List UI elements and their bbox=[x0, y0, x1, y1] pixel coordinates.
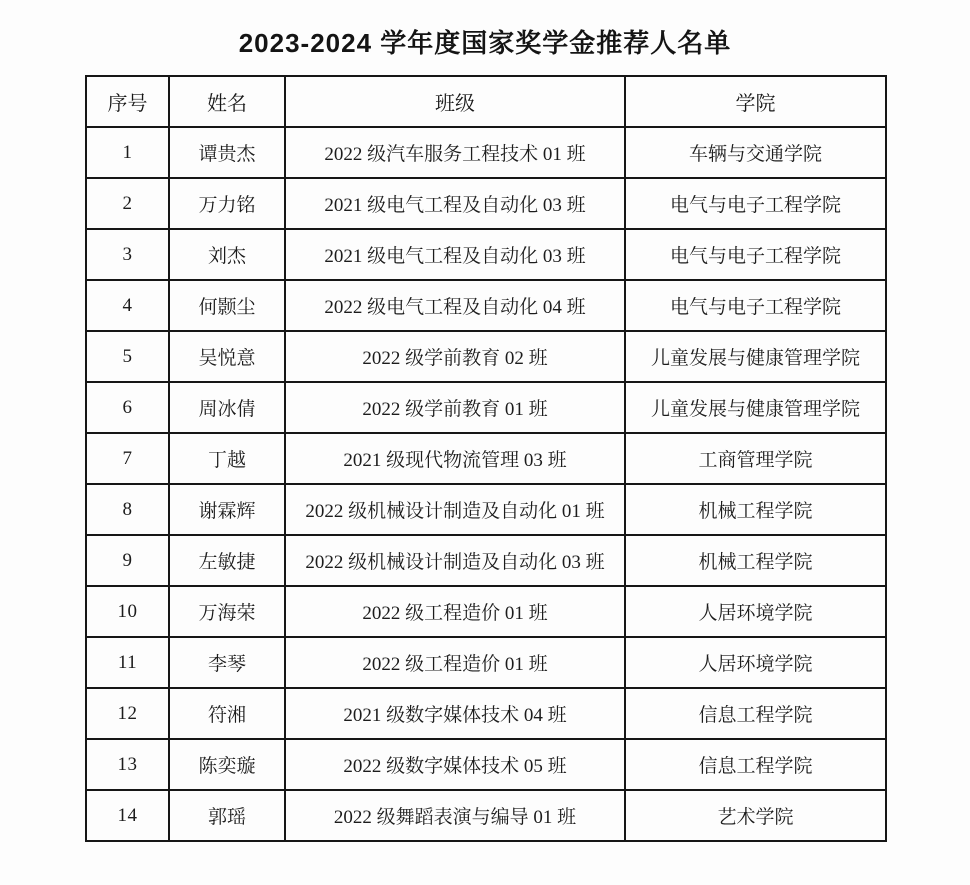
cell-no: 11 bbox=[86, 637, 169, 688]
cell-college: 电气与电子工程学院 bbox=[625, 280, 886, 331]
table-row bbox=[86, 127, 886, 178]
cell-class: 2021 级现代物流管理 03 班 bbox=[285, 433, 625, 484]
cell-no: 9 bbox=[86, 535, 169, 586]
cell-no: 5 bbox=[86, 331, 169, 382]
cell-no: 10 bbox=[86, 586, 169, 637]
table-row bbox=[86, 331, 886, 382]
cell-college: 机械工程学院 bbox=[625, 484, 886, 535]
cell-class: 2022 级数字媒体技术 05 班 bbox=[285, 739, 625, 790]
table-row bbox=[86, 280, 886, 331]
cell-class: 2022 级工程造价 01 班 bbox=[285, 586, 625, 637]
scholarship-roster-table bbox=[85, 75, 887, 842]
table-row bbox=[86, 178, 886, 229]
cell-name: 吴悦意 bbox=[169, 331, 285, 382]
cell-college: 电气与电子工程学院 bbox=[625, 229, 886, 280]
header-no: 序号 bbox=[86, 76, 169, 127]
header-name: 姓名 bbox=[169, 76, 285, 127]
cell-college: 电气与电子工程学院 bbox=[625, 178, 886, 229]
cell-name: 周冰倩 bbox=[169, 382, 285, 433]
cell-name: 符湘 bbox=[169, 688, 285, 739]
cell-college: 人居环境学院 bbox=[625, 637, 886, 688]
cell-class: 2022 级机械设计制造及自动化 01 班 bbox=[285, 484, 625, 535]
cell-college: 信息工程学院 bbox=[625, 688, 886, 739]
table-row bbox=[86, 739, 886, 790]
table-row bbox=[86, 586, 886, 637]
cell-name: 郭瑶 bbox=[169, 790, 285, 841]
table-row bbox=[86, 637, 886, 688]
cell-no: 3 bbox=[86, 229, 169, 280]
cell-name: 刘杰 bbox=[169, 229, 285, 280]
cell-class: 2022 级工程造价 01 班 bbox=[285, 637, 625, 688]
table-row bbox=[86, 433, 886, 484]
cell-class: 2021 级数字媒体技术 04 班 bbox=[285, 688, 625, 739]
cell-no: 6 bbox=[86, 382, 169, 433]
cell-name: 陈奕璇 bbox=[169, 739, 285, 790]
cell-class: 2022 级学前教育 01 班 bbox=[285, 382, 625, 433]
cell-class: 2021 级电气工程及自动化 03 班 bbox=[285, 229, 625, 280]
cell-class: 2021 级电气工程及自动化 03 班 bbox=[285, 178, 625, 229]
cell-no: 8 bbox=[86, 484, 169, 535]
cell-college: 艺术学院 bbox=[625, 790, 886, 841]
cell-no: 1 bbox=[86, 127, 169, 178]
cell-college: 信息工程学院 bbox=[625, 739, 886, 790]
header-class: 班级 bbox=[285, 76, 625, 127]
page-title: 2023-2024 学年度国家奖学金推荐人名单 bbox=[238, 28, 732, 58]
header-college: 学院 bbox=[625, 76, 886, 127]
cell-no: 13 bbox=[86, 739, 169, 790]
cell-name: 左敏捷 bbox=[169, 535, 285, 586]
table-row bbox=[86, 382, 886, 433]
roster-table-container bbox=[85, 75, 885, 842]
cell-name: 万力铭 bbox=[169, 178, 285, 229]
cell-class: 2022 级电气工程及自动化 04 班 bbox=[285, 280, 625, 331]
table-row bbox=[86, 229, 886, 280]
cell-no: 7 bbox=[86, 433, 169, 484]
cell-college: 车辆与交通学院 bbox=[625, 127, 886, 178]
cell-name: 谭贵杰 bbox=[169, 127, 285, 178]
cell-no: 14 bbox=[86, 790, 169, 841]
cell-class: 2022 级舞蹈表演与编导 01 班 bbox=[285, 790, 625, 841]
cell-no: 4 bbox=[86, 280, 169, 331]
cell-no: 2 bbox=[86, 178, 169, 229]
table-row bbox=[86, 484, 886, 535]
cell-class: 2022 级学前教育 02 班 bbox=[285, 331, 625, 382]
cell-class: 2022 级机械设计制造及自动化 03 班 bbox=[285, 535, 625, 586]
table-row bbox=[86, 688, 886, 739]
cell-name: 谢霖辉 bbox=[169, 484, 285, 535]
cell-college: 儿童发展与健康管理学院 bbox=[625, 382, 886, 433]
cell-class: 2022 级汽车服务工程技术 01 班 bbox=[285, 127, 625, 178]
cell-name: 万海荣 bbox=[169, 586, 285, 637]
cell-name: 何颢尘 bbox=[169, 280, 285, 331]
cell-no: 12 bbox=[86, 688, 169, 739]
table-header-row bbox=[86, 76, 886, 127]
cell-college: 工商管理学院 bbox=[625, 433, 886, 484]
table-row bbox=[86, 790, 886, 841]
cell-college: 机械工程学院 bbox=[625, 535, 886, 586]
cell-college: 人居环境学院 bbox=[625, 586, 886, 637]
cell-name: 丁越 bbox=[169, 433, 285, 484]
cell-name: 李琴 bbox=[169, 637, 285, 688]
table-row bbox=[86, 535, 886, 586]
cell-college: 儿童发展与健康管理学院 bbox=[625, 331, 886, 382]
